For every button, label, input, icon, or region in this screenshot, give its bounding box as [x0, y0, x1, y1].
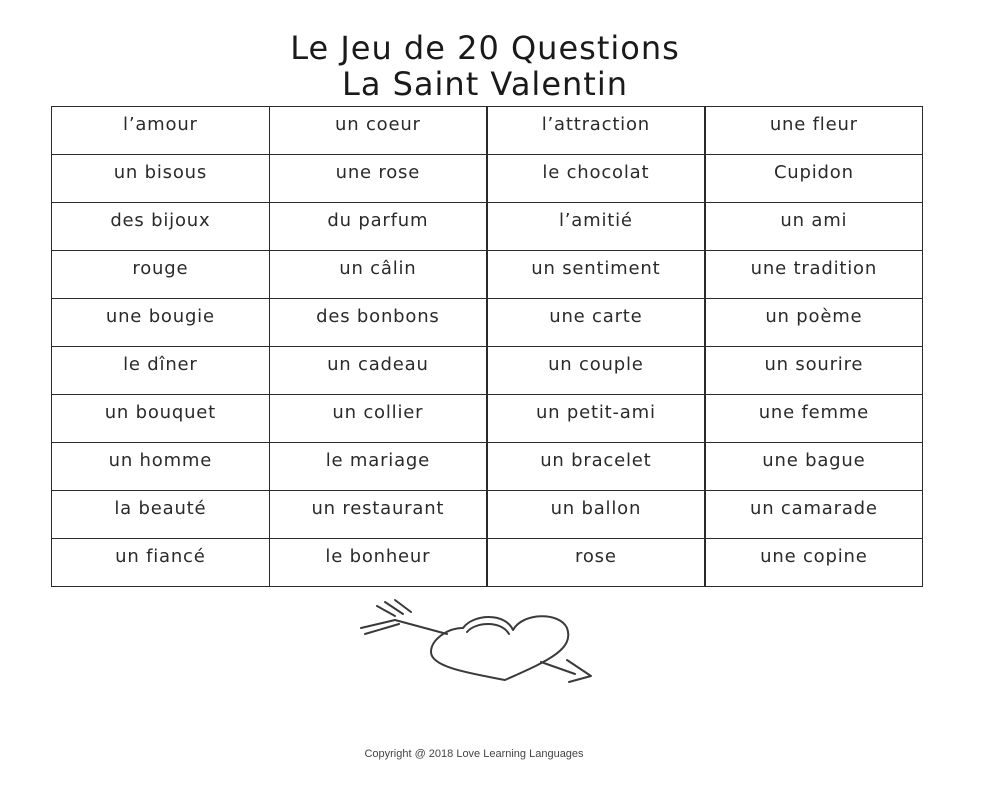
table-row [52, 155, 923, 203]
vocab-cell: un bouquet [52, 395, 270, 443]
vocab-cell: une tradition [705, 251, 923, 299]
vocab-cell: l’amour [52, 107, 270, 155]
vocab-cell: un poème [705, 299, 923, 347]
vocab-cell: une copine [705, 539, 923, 587]
vocab-cell: une femme [705, 395, 923, 443]
vocab-cell: une fleur [705, 107, 923, 155]
title-line-2: La Saint Valentin [341, 65, 628, 103]
vocab-cell: le dîner [52, 347, 270, 395]
table-row [52, 299, 923, 347]
vocab-cell: du parfum [269, 203, 487, 251]
vocab-cell: des bonbons [269, 299, 487, 347]
vocab-cell: l’amitié [487, 203, 705, 251]
vocab-cell: un fiancé [52, 539, 270, 587]
table-row [52, 251, 923, 299]
vocab-cell: un câlin [269, 251, 487, 299]
vocab-cell: une bague [705, 443, 923, 491]
vocabulary-table [51, 106, 923, 587]
vocab-cell: le mariage [269, 443, 487, 491]
vocab-cell: un cadeau [269, 347, 487, 395]
table-row [52, 539, 923, 587]
vocab-cell: un sourire [705, 347, 923, 395]
table-row [52, 203, 923, 251]
vocab-cell: une bougie [52, 299, 270, 347]
vocab-cell: un homme [52, 443, 270, 491]
table-row [52, 443, 923, 491]
vocab-cell: Cupidon [705, 155, 923, 203]
vocab-cell: un collier [269, 395, 487, 443]
vocab-cell: rouge [52, 251, 270, 299]
vocab-cell: le bonheur [269, 539, 487, 587]
heart-with-arrow-icon [355, 598, 605, 688]
vocab-cell: une carte [487, 299, 705, 347]
vocab-cell: un camarade [705, 491, 923, 539]
table-row [52, 347, 923, 395]
vocab-cell: l’attraction [487, 107, 705, 155]
vocab-cell: un bracelet [487, 443, 705, 491]
vocab-cell: un ballon [487, 491, 705, 539]
vocab-cell: un petit-ami [487, 395, 705, 443]
table-row [52, 491, 923, 539]
title-line-1: Le Jeu de 20 Questions [290, 29, 680, 67]
vocab-cell: un couple [487, 347, 705, 395]
worksheet-title [0, 30, 1000, 102]
vocab-cell: un bisous [52, 155, 270, 203]
vocab-cell: une rose [269, 155, 487, 203]
copyright-notice: Copyright @ 2018 Love Learning Languages [364, 748, 584, 760]
vocab-cell: un ami [705, 203, 923, 251]
vocab-cell: la beauté [52, 491, 270, 539]
table-row [52, 107, 923, 155]
vocab-cell: des bijoux [52, 203, 270, 251]
vocab-cell: un restaurant [269, 491, 487, 539]
vocab-cell: rose [487, 539, 705, 587]
vocab-cell: un coeur [269, 107, 487, 155]
table-row [52, 395, 923, 443]
vocab-cell: un sentiment [487, 251, 705, 299]
vocab-cell: le chocolat [487, 155, 705, 203]
